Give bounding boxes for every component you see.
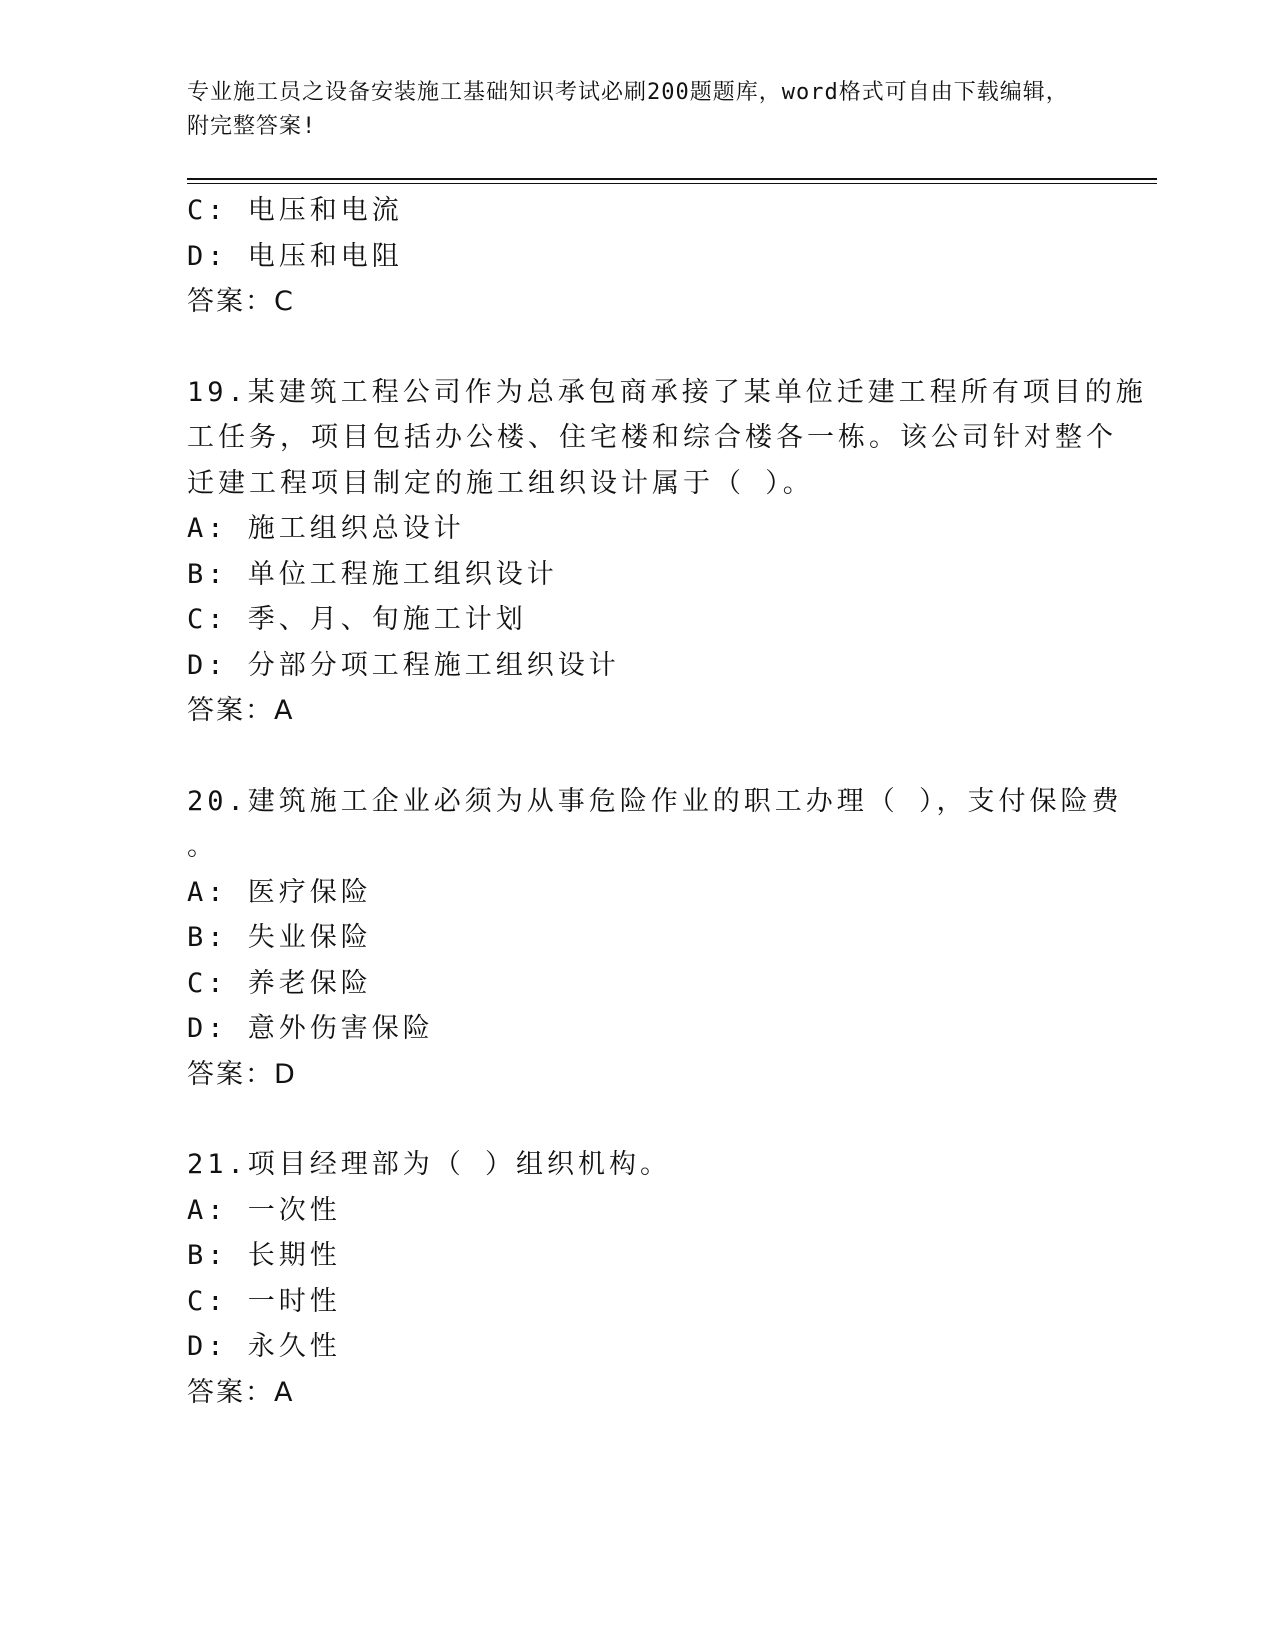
page-header	[187, 76, 1087, 144]
q20-stem-line-1: 20.建筑施工企业必须为从事危险作业的职工办理（ ），支付保险费	[187, 785, 1123, 817]
spacer	[187, 734, 1087, 779]
q19-answer: 答案：A	[187, 695, 295, 726]
q19-option-c: C: 季、月、旬施工计划	[187, 604, 527, 635]
question-list	[187, 188, 1147, 1415]
q20-option-a: A: 医疗保险	[187, 876, 372, 908]
q19-option-a: A: 施工组织总设计	[187, 513, 465, 544]
q21-option-b: B: 长期性	[187, 1240, 341, 1271]
q20-option-d: D: 意外伤害保险	[187, 1013, 434, 1044]
q21-option-a: A: 一次性	[187, 1194, 341, 1226]
q19-stem-line-2: 工任务，项目包括办公楼、住宅楼和综合楼各一栋。该公司针对整个	[187, 422, 1117, 453]
q19-stem-line-3: 迁建工程项目制定的施工组织设计属于（ ）。	[187, 467, 814, 499]
q19-option-d: D: 分部分项工程施工组织设计	[187, 649, 620, 681]
q20-answer: 答案：D	[187, 1058, 297, 1090]
q20-option-b: B: 失业保险	[187, 922, 372, 953]
q20-stem-line-2: 。	[187, 831, 218, 862]
question-21	[187, 1142, 1087, 1415]
q21-option-c: C: 一时性	[187, 1285, 341, 1317]
q19-option-b: B: 单位工程施工组织设计	[187, 558, 558, 590]
q20-option-c: C: 养老保险	[187, 967, 372, 999]
header-divider	[187, 178, 1157, 184]
spacer	[187, 1097, 1087, 1142]
q18-option-d: D: 电压和电阻	[187, 240, 403, 272]
question-20	[187, 779, 1123, 1098]
q18-option-c: C: 电压和电流	[187, 195, 403, 226]
q21-option-d: D: 永久性	[187, 1331, 341, 1362]
q21-answer: 答案：A	[187, 1376, 295, 1408]
q18-answer: 答案：C	[187, 286, 295, 317]
question-19	[187, 370, 1147, 734]
spacer	[187, 325, 1087, 370]
question-18-partial	[187, 188, 1087, 325]
document-title: 专业施工员之设备安装施工基础知识考试必刷200题题库，word格式可自由下载编辑，附完整答案!	[187, 80, 1069, 139]
q21-stem-line-1: 21.项目经理部为（ ）组织机构。	[187, 1149, 672, 1180]
q19-stem-line-1: 19.某建筑工程公司作为总承包商承接了某单位迁建工程所有项目的施	[187, 376, 1147, 408]
